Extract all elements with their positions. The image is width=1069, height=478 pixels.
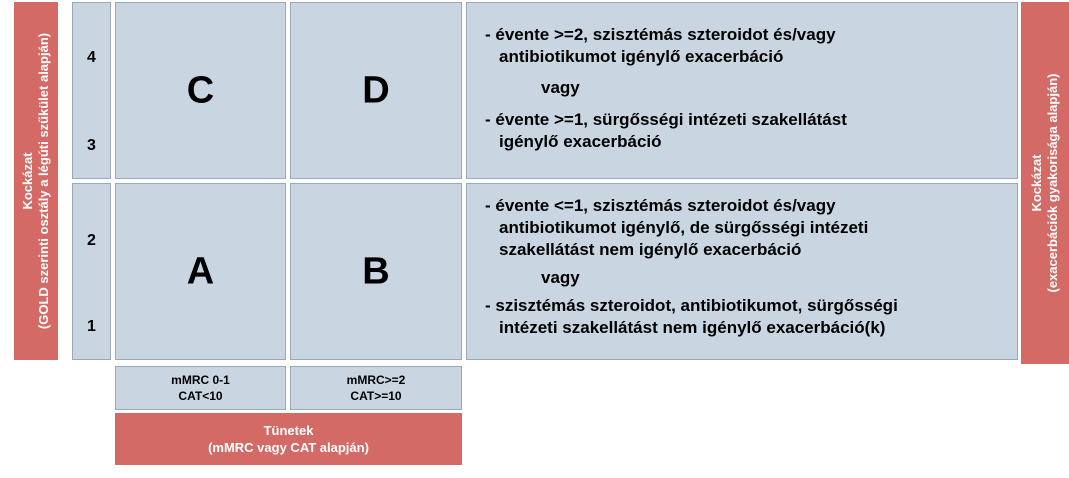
group-d-letter: D bbox=[362, 69, 390, 111]
group-a-cell bbox=[115, 183, 286, 360]
lower-description-or: vagy bbox=[541, 268, 580, 287]
gold-number-2: 2 bbox=[87, 232, 96, 249]
left-risk-label bbox=[20, 33, 52, 329]
group-a-letter: A bbox=[186, 250, 215, 292]
lower-item2-line2: intézeti szakellátást nem igénylő exacerbáció(k) bbox=[499, 318, 886, 337]
symptom-column-high-cat: CAT>=10 bbox=[350, 389, 402, 403]
lower-description-item-2 bbox=[485, 295, 1007, 339]
upper-item2-line1: - évente >=1, sürgősségi intézeti szakellátást bbox=[485, 110, 847, 129]
lower-item1-line1: - évente <=1, szisztémás szteroidot és/vagy bbox=[485, 196, 836, 215]
upper-description-item-2 bbox=[485, 109, 1007, 153]
gold-number-column-upper bbox=[72, 2, 111, 179]
symptom-column-low-mmrc: mMRC 0-1 bbox=[171, 373, 230, 387]
lower-item1-line2: antibiotikumot igénylő, de sürgősségi intézeti bbox=[499, 218, 869, 237]
group-c-letter: C bbox=[186, 69, 215, 111]
left-risk-label-panel bbox=[14, 2, 58, 360]
right-risk-label-panel bbox=[1021, 2, 1069, 364]
left-risk-label-title: Kockázat bbox=[20, 152, 35, 210]
lower-description-item-1 bbox=[485, 195, 1007, 261]
symptom-column-low-cat: CAT<10 bbox=[178, 389, 223, 403]
right-risk-label-title: Kockázat bbox=[1029, 154, 1044, 212]
lower-exacerbation-description bbox=[466, 183, 1018, 360]
right-risk-label-subtitle: (exacerbációk gyakorisága alapján) bbox=[1045, 73, 1060, 293]
symptom-column-high bbox=[290, 366, 462, 410]
symptoms-label-title: Tünetek bbox=[263, 423, 314, 438]
left-risk-label-subtitle: (GOLD szerinti osztály a légúti szűkület alapján) bbox=[36, 32, 51, 330]
upper-item1-line2: antibiotikumot igénylő exacerbáció bbox=[499, 47, 784, 66]
symptoms-label-panel bbox=[115, 413, 462, 465]
lower-item2-line1: - szisztémás szteroidot, antibiotikumot, sürgősségi bbox=[485, 296, 898, 315]
upper-item2-line2: igénylő exacerbáció bbox=[499, 132, 662, 151]
symptoms-label-subtitle: (mMRC vagy CAT alapján) bbox=[208, 440, 369, 455]
symptom-column-low bbox=[115, 366, 286, 410]
group-b-cell bbox=[290, 183, 462, 360]
upper-description-item-1 bbox=[485, 24, 1007, 68]
upper-description-or: vagy bbox=[541, 78, 580, 97]
right-risk-label bbox=[1029, 74, 1061, 293]
group-c-cell bbox=[115, 2, 286, 179]
symptom-column-high-mmrc: mMRC>=2 bbox=[346, 373, 406, 387]
group-b-letter: B bbox=[362, 250, 390, 292]
upper-exacerbation-description bbox=[466, 2, 1018, 179]
gold-number-3: 3 bbox=[87, 137, 96, 154]
group-d-cell bbox=[290, 2, 462, 179]
upper-item1-line1: - évente >=2, szisztémás szteroidot és/vagy bbox=[485, 25, 836, 44]
lower-item1-line3: szakellátást nem igénylő exacerbáció bbox=[499, 240, 802, 259]
gold-number-4: 4 bbox=[87, 49, 96, 66]
gold-number-column-lower bbox=[72, 183, 111, 360]
gold-number-1: 1 bbox=[87, 318, 96, 335]
